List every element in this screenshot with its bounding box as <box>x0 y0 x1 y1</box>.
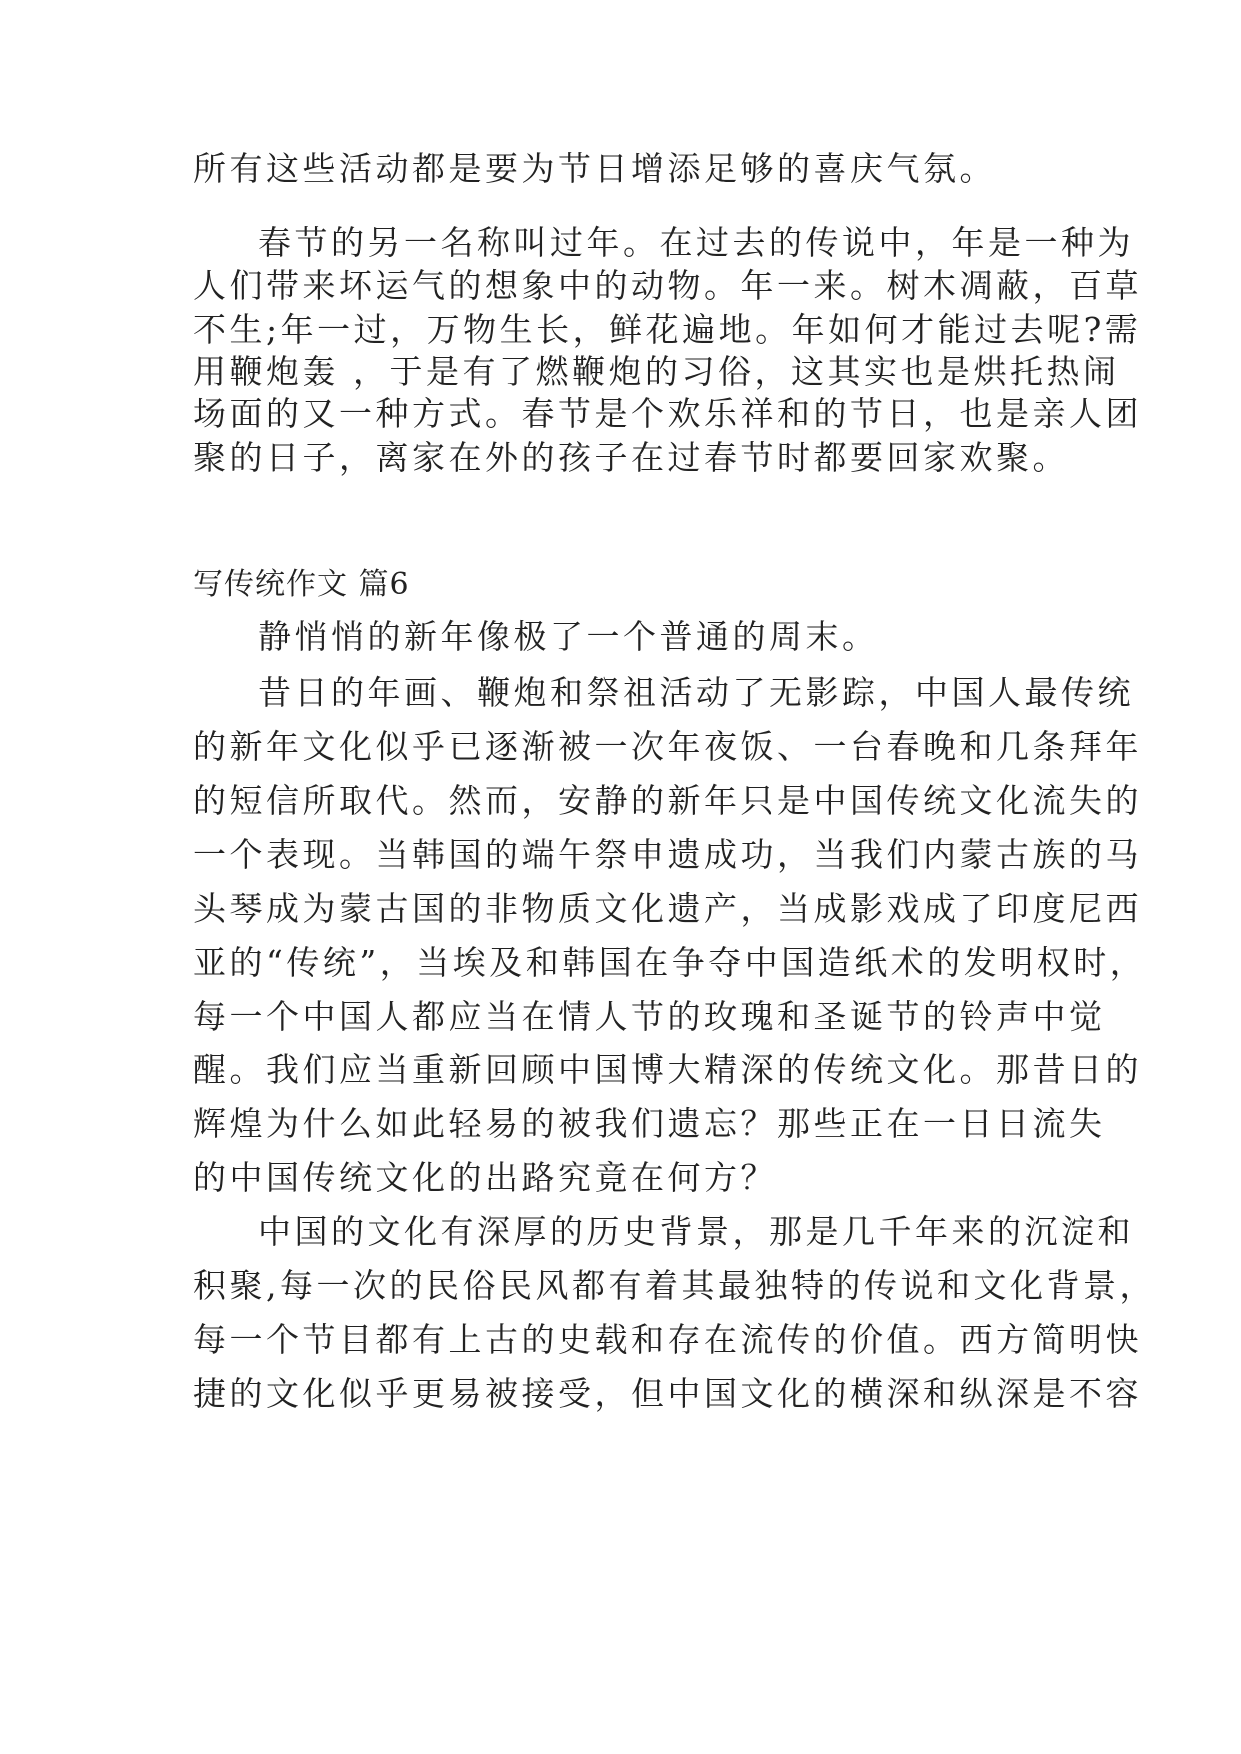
text-line: 积聚,每一次的民俗民风都有着其最独特的传说和文化背景， <box>193 1266 1156 1305</box>
text-line: 所有这些活动都是要为节日增添足够的喜庆气氛。 <box>193 149 996 188</box>
text-line: 的新年文化似乎已逐渐被一次年夜饭、一台春晚和几条拜年 <box>193 727 1142 766</box>
text-line: 的中国传统文化的出路究竟在何方？ <box>193 1158 777 1197</box>
text-line: 辉煌为什么如此轻易的被我们遗忘？那些正在一日日流失 <box>193 1104 1106 1143</box>
text-line: 醒。我们应当重新回顾中国博大精深的传统文化。那昔日的 <box>193 1050 1142 1089</box>
text-line: 亚的“传统”，当埃及和韩国在争夺中国造纸术的发明权时， <box>193 943 1147 982</box>
text-line: 用鞭炮轰 ，于是有了燃鞭炮的习俗，这其实也是烘托热闹 <box>193 352 1120 391</box>
section-heading: 写传统作文 篇6 <box>193 567 410 602</box>
text-line: 聚的日子，离家在外的孩子在过春节时都要回家欢聚。 <box>193 438 1069 477</box>
text-line: 中国的文化有深厚的历史背景，那是几千年来的沉淀和 <box>258 1212 1134 1251</box>
text-line: 一个表现。当韩国的端午祭申遗成功，当我们内蒙古族的马 <box>193 835 1142 874</box>
text-line: 人们带来坏运气的想象中的动物。年一来。树木凋蔽，百草 <box>193 266 1142 305</box>
text-line: 每一个中国人都应当在情人节的玫瑰和圣诞节的铃声中觉 <box>193 997 1106 1036</box>
text-line: 不生;年一过，万物生长，鲜花遍地。年如何才能过去呢?需 <box>193 310 1142 349</box>
text-line: 的短信所取代。然而，安静的新年只是中国传统文化流失的 <box>193 781 1142 820</box>
text-line: 静悄悄的新年像极了一个普通的周末。 <box>258 617 879 656</box>
text-line: 昔日的年画、鞭炮和祭祖活动了无影踪，中国人最传统 <box>258 673 1134 712</box>
text-line: 每一个节目都有上古的史载和存在流传的价值。西方简明快 <box>193 1320 1142 1359</box>
text-line: 场面的又一种方式。春节是个欢乐祥和的节日，也是亲人团 <box>193 394 1142 433</box>
text-line: 头琴成为蒙古国的非物质文化遗产，当成影戏成了印度尼西 <box>193 889 1142 928</box>
text-line: 春节的另一名称叫过年。在过去的传说中，年是一种为 <box>258 223 1134 262</box>
text-line: 捷的文化似乎更易被接受，但中国文化的横深和纵深是不容 <box>193 1374 1142 1413</box>
